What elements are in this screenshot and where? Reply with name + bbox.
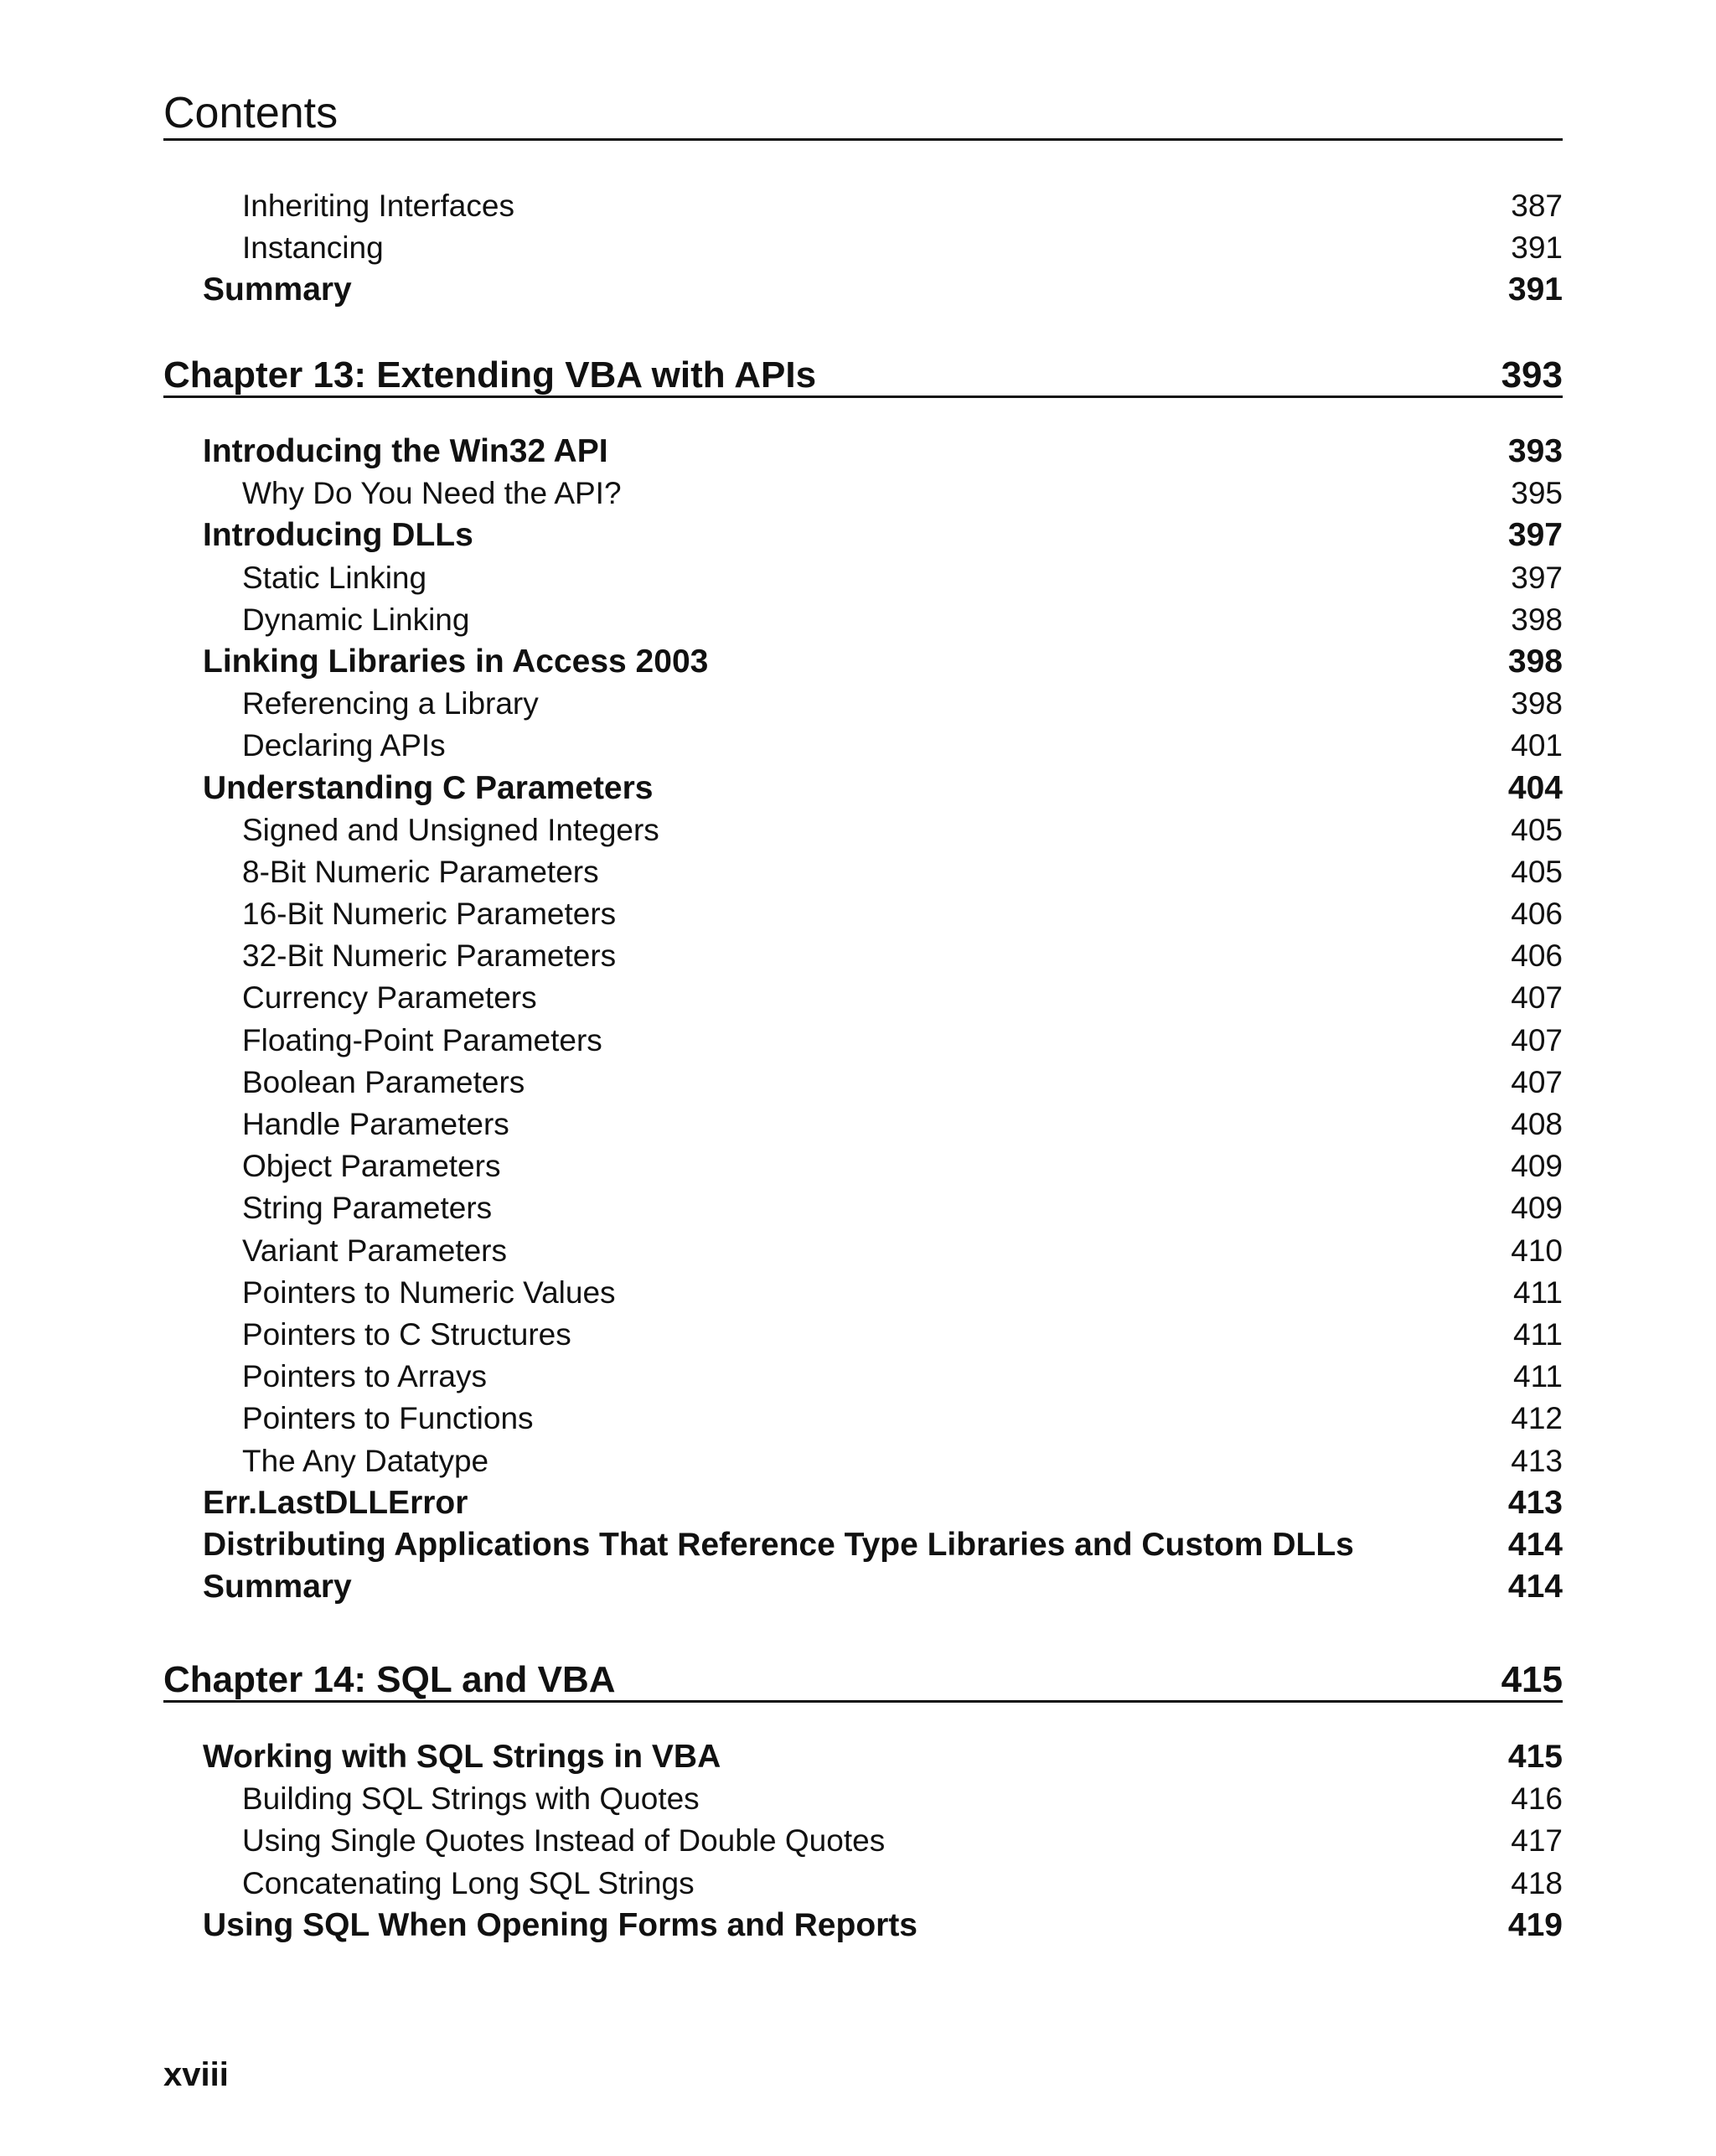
entry-page: 407 [1511, 980, 1563, 1016]
toc-entry[interactable] [163, 851, 1563, 893]
entry-label: Object Parameters [242, 1149, 501, 1184]
entry-page: 404 [1507, 769, 1563, 806]
entry-label: Introducing the Win32 API [203, 433, 608, 469]
entry-label: Introducing DLLs [203, 517, 473, 554]
toc-entry[interactable] [163, 725, 1563, 767]
entry-page: 419 [1507, 1906, 1563, 1943]
entry-label: Boolean Parameters [242, 1064, 525, 1099]
entry-label: 8-Bit Numeric Parameters [242, 854, 599, 889]
entry-page: 415 [1507, 1739, 1563, 1775]
entry-label: Declaring APIs [242, 728, 446, 763]
entry-page: 414 [1507, 1569, 1563, 1605]
entry-label: Pointers to Functions [242, 1401, 534, 1436]
entry-label: Concatenating Long SQL Strings [242, 1865, 695, 1900]
entry-label: Instancing [242, 230, 384, 266]
toc-entry[interactable] [163, 1272, 1563, 1314]
entry-label: Building SQL Strings with Quotes [242, 1781, 700, 1817]
entry-page: 405 [1511, 812, 1563, 847]
toc-entry[interactable] [163, 227, 1563, 269]
toc-entry[interactable] [163, 1020, 1563, 1062]
entry-page: 398 [1511, 602, 1563, 637]
toc-section [163, 1736, 1563, 1947]
toc-entry[interactable] [163, 514, 1563, 556]
toc-entry[interactable] [163, 599, 1563, 641]
entry-label: Summary [203, 1569, 352, 1605]
chapter-heading[interactable] [163, 345, 1563, 398]
toc-section [163, 185, 1563, 312]
entry-label: Distributing Applications That Reference Type Libraries and Custom DLLs [203, 1526, 1354, 1563]
entry-label: Handle Parameters [242, 1107, 509, 1141]
entry-page: 397 [1507, 517, 1563, 554]
entry-page: 391 [1507, 271, 1563, 308]
entry-page: 391 [1511, 230, 1563, 266]
chapter-page: 393 [1501, 354, 1563, 396]
entry-label: Signed and Unsigned Integers [242, 812, 659, 847]
entry-label: Currency Parameters [242, 980, 537, 1016]
toc-entry[interactable] [163, 977, 1563, 1019]
toc-entry[interactable] [163, 1062, 1563, 1104]
entry-page: 414 [1507, 1526, 1563, 1563]
entry-label: 16-Bit Numeric Parameters [242, 897, 617, 932]
toc-entry[interactable] [163, 809, 1563, 851]
toc-entry[interactable] [163, 768, 1563, 809]
entry-page: 408 [1511, 1107, 1563, 1141]
entry-label: The Any Datatype [242, 1443, 489, 1478]
toc-entry[interactable] [163, 1187, 1563, 1229]
toc-entry[interactable] [163, 1778, 1563, 1820]
toc-entry[interactable] [163, 1104, 1563, 1145]
chapter-heading[interactable] [163, 1650, 1563, 1703]
toc-entry[interactable] [163, 1356, 1563, 1398]
toc-entry[interactable] [163, 641, 1563, 683]
entry-label: Pointers to Numeric Values [242, 1274, 616, 1310]
chapter-title: Chapter 14: SQL and VBA [163, 1659, 616, 1700]
entry-page: 407 [1511, 1022, 1563, 1057]
toc-entry[interactable] [163, 1314, 1563, 1356]
entry-page: 405 [1511, 854, 1563, 889]
toc-entry[interactable] [163, 1145, 1563, 1187]
toc-entry[interactable] [163, 1566, 1563, 1608]
toc-entry[interactable] [163, 1905, 1563, 1947]
entry-label: Summary [203, 271, 352, 308]
toc-section [163, 431, 1563, 1608]
entry-label: Referencing a Library [242, 686, 539, 721]
entry-label: Inheriting Interfaces [242, 189, 514, 223]
entry-page: 410 [1511, 1233, 1563, 1268]
toc-entry[interactable] [163, 1820, 1563, 1862]
entry-label: Static Linking [242, 560, 427, 595]
toc-entry[interactable] [163, 557, 1563, 599]
entry-page: 398 [1507, 643, 1563, 680]
entry-page: 411 [1513, 1274, 1563, 1310]
toc-entry[interactable] [163, 1524, 1563, 1566]
toc-entry[interactable] [163, 269, 1563, 311]
entry-page: 401 [1511, 728, 1563, 763]
entry-page: 406 [1511, 897, 1563, 932]
entry-page: 393 [1507, 433, 1563, 469]
entry-page: 397 [1511, 560, 1563, 595]
toc-entry[interactable] [163, 893, 1563, 935]
entry-label: Understanding C Parameters [203, 769, 654, 806]
entry-page: 417 [1511, 1823, 1563, 1859]
toc-entry[interactable] [163, 473, 1563, 514]
entry-page: 398 [1511, 686, 1563, 721]
entry-page: 413 [1511, 1443, 1563, 1478]
entry-page: 411 [1513, 1359, 1563, 1394]
toc-entry[interactable] [163, 1230, 1563, 1272]
entry-label: String Parameters [242, 1191, 493, 1226]
entry-page: 416 [1511, 1781, 1563, 1817]
entry-page: 407 [1511, 1064, 1563, 1099]
entry-label: Working with SQL Strings in VBA [203, 1739, 721, 1775]
entry-page: 412 [1511, 1401, 1563, 1436]
toc-entry[interactable] [163, 683, 1563, 725]
entry-label: Using Single Quotes Instead of Double Quotes [242, 1823, 886, 1859]
toc-entry[interactable] [163, 185, 1563, 227]
entry-label: Err.LastDLLError [203, 1484, 468, 1521]
entry-label: Linking Libraries in Access 2003 [203, 643, 709, 680]
toc-entry[interactable] [163, 935, 1563, 977]
entry-page: 406 [1511, 938, 1563, 974]
toc-entry[interactable] [163, 1440, 1563, 1482]
chapter-title: Chapter 13: Extending VBA with APIs [163, 354, 817, 396]
running-header [163, 88, 1563, 141]
entry-page: 413 [1507, 1484, 1563, 1521]
page-number: xviii [163, 2056, 229, 2093]
entry-label: Pointers to C Structures [242, 1316, 571, 1352]
toc-entry[interactable] [163, 1398, 1563, 1440]
entry-label: Dynamic Linking [242, 602, 470, 637]
entry-page: 409 [1511, 1191, 1563, 1226]
header-title: Contents [163, 89, 339, 137]
entry-page: 411 [1513, 1316, 1563, 1352]
toc-entry[interactable] [163, 1863, 1563, 1905]
entry-label: Pointers to Arrays [242, 1359, 488, 1394]
chapter-page: 415 [1501, 1659, 1563, 1700]
entry-page: 418 [1511, 1865, 1563, 1900]
entry-page: 387 [1511, 189, 1563, 223]
toc-entry[interactable] [163, 1736, 1563, 1778]
toc-entry[interactable] [163, 431, 1563, 473]
entry-page: 409 [1511, 1149, 1563, 1184]
entry-label: Using SQL When Opening Forms and Reports [203, 1906, 917, 1943]
toc-entry[interactable] [163, 1482, 1563, 1524]
entry-page: 395 [1511, 476, 1563, 511]
entry-label: Variant Parameters [242, 1233, 507, 1268]
toc-page [163, 0, 1563, 2156]
entry-label: Why Do You Need the API? [242, 476, 622, 511]
entry-label: Floating-Point Parameters [242, 1022, 602, 1057]
entry-label: 32-Bit Numeric Parameters [242, 938, 617, 974]
